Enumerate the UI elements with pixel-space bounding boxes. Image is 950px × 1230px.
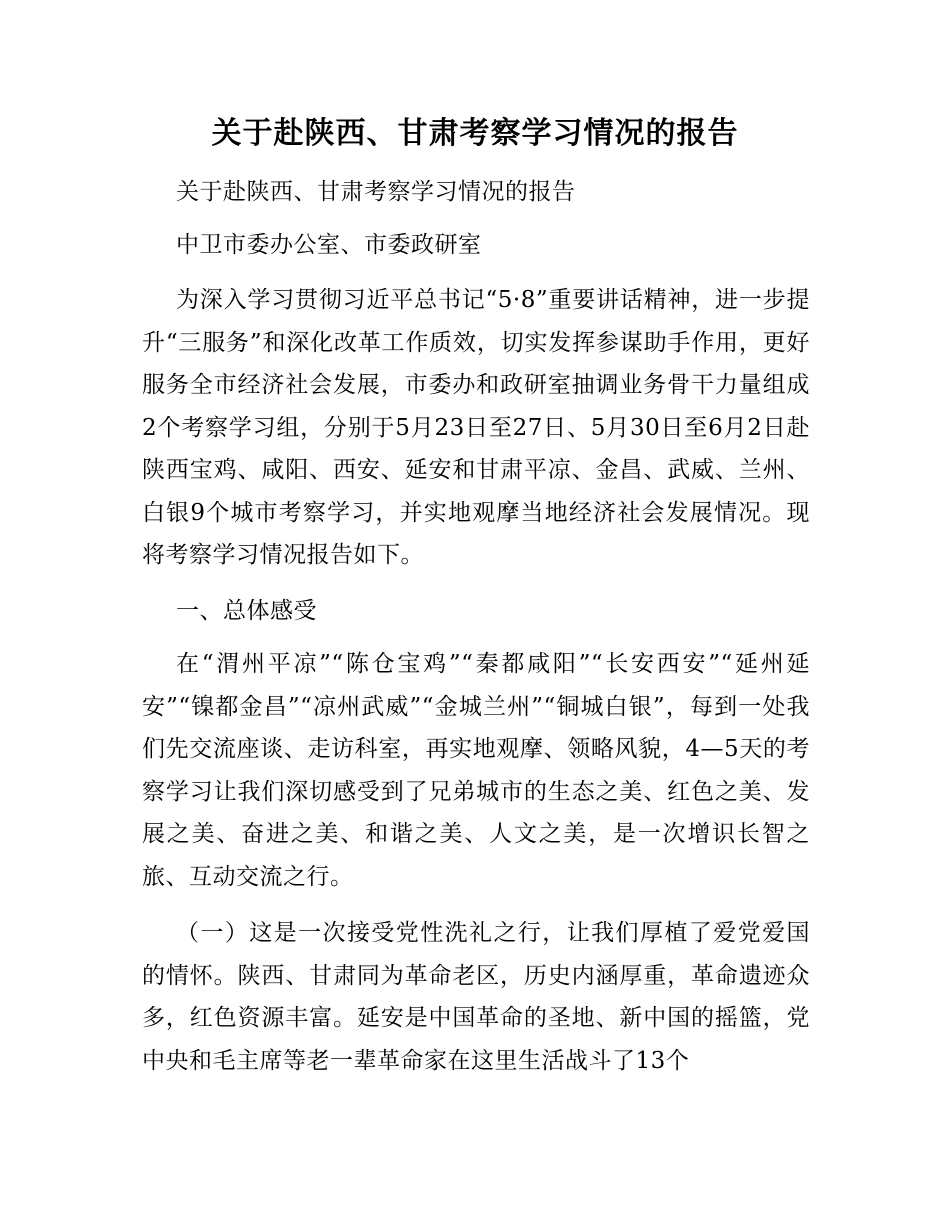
document-subtitle: 关于赴陕西、甘肃考察学习情况的报告 [176, 179, 576, 205]
intro-paragraph: 为深入学习贯彻习近平总书记“5·8”重要讲话精神，进一步提升“三服务”和深化改革工作质效，切实发挥参谋助手作用，更好服务全市经济社会发展，市委办和政研室抽调业务骨干力量组成2个考察学习组，分别于5月23日至27日、5月30日至6月2日赴陕西宝鸡、咸阳、西安、延安和甘肃平凉、金昌、武威、兰州、白银9个城市考察学习，并实地观摩当地经济社会发展情况。现将考察学习情况报告如下。 [142, 287, 810, 568]
section-heading: 一、总体感受 [176, 598, 317, 624]
section-paragraph: 在“渭州平凉”“陈仓宝鸡”“秦都咸阳”“长安西安”“延州延安”“镍都金昌”“凉州武威”“金城兰州”“铜城白银”，每到一处我们先交流座谈、走访科室，再实地观摩、领略风貌，4—5天的考察学习让我们深切感受到了兄弟城市的生态之美、红色之美、发展之美、奋进之美、和谐之美、人文之美，是一次增识长智之旅、互动交流之行。 [142, 651, 810, 890]
document-title: 关于赴陕西、甘肃考察学习情况的报告 [211, 116, 739, 151]
subsection-paragraph: （一）这是一次接受党性洗礼之行，让我们厚植了爱党爱国的情怀。陕西、甘肃同为革命老区，历史内涵厚重，革命遗迹众多，红色资源丰富。延安是中国革命的圣地、新中国的摇篮，党中央和毛主席等老一辈革命家在这里生活战斗了13个 [142, 920, 810, 1074]
document-author: 中卫市委办公室、市委政研室 [176, 232, 482, 258]
